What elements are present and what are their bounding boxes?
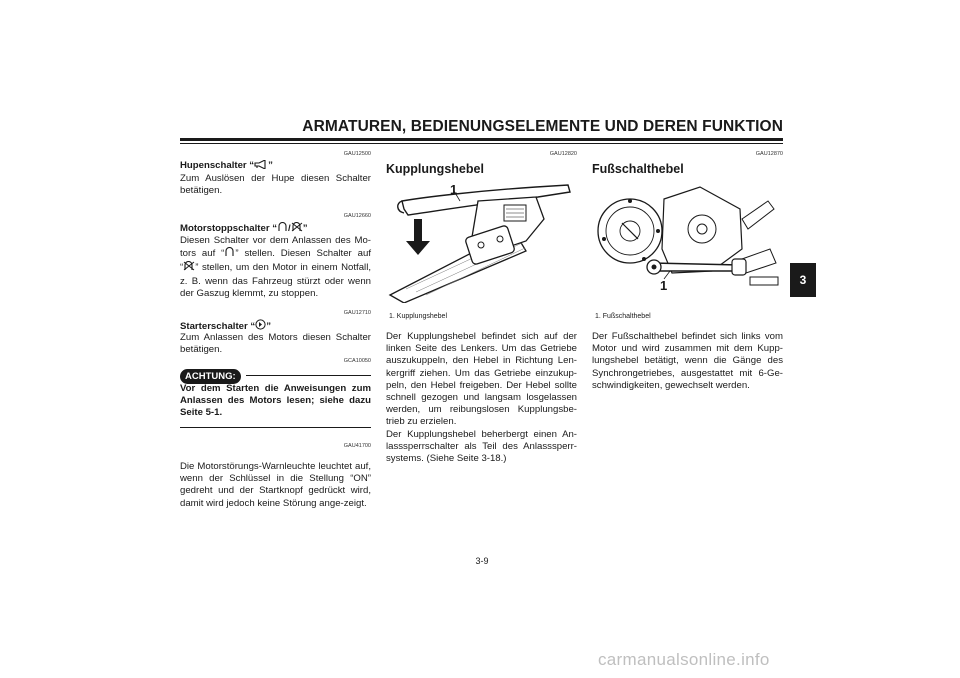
engine-stop-icon xyxy=(183,261,195,275)
stop-switch-text: Diesen Schalter vor dem Anlassen des Mo- tors auf “ ” stellen. Diesen Schalter auf “ ” stellen, um den Motor in einem Notfall, z. B. wenn das Fahrzeug stürzt oder wenn der Gaszug klemmt, zu stoppen. xyxy=(180,235,371,299)
shift-figure-caption: 1. Fußschalthebel xyxy=(595,313,651,320)
section-code: GAU12820 xyxy=(549,151,577,157)
caution-end-rule xyxy=(180,427,371,428)
page-number: 3-9 xyxy=(475,556,489,566)
site-watermark: carmanualsonline.info xyxy=(598,650,770,669)
caution-box xyxy=(180,366,371,384)
clutch-text: Der Kupplungshebel befindet sich auf der linken Seite des Lenkers. Um das Getriebe auszukuppeln, den Hebel in Richtung Len-kergriff ziehen. Um das Getriebe einzukup-peln, den Hebel freigeben. Der Hebel sollte schnell gezogen und langsam losgelassen werden, um reibungslosen Kupplungsbe-trieb zu erzielen. xyxy=(386,331,577,428)
starter-switch-heading: Starterschalter “ ” xyxy=(180,319,371,334)
clutch-heading: Kupplungshebel xyxy=(386,162,484,176)
clutch-lever-figure xyxy=(386,179,577,303)
engine-warning-text: Die Motorstörungs-Warnleuchte leuchtet auf, wenn der Schlüssel in die Stellung “ON” gedreht und der Startknopf gedrückt wird, damit wird jedoch keine Störung ange-zeigt. xyxy=(180,461,371,509)
engine-run-icon xyxy=(224,247,235,261)
shift-pedal-text: Der Fußschalthebel befindet sich links vom Motor und wird zusammen mit dem Kupp-lungshebel betätigt, wenn die Gänge des Synchrongetriebes, ausgestattet mit 6-Ge-schwindigkeiten, gewechselt werden. xyxy=(592,331,783,391)
section-code: GAU12660 xyxy=(343,213,371,219)
section-code: GCA10050 xyxy=(343,358,371,364)
section-code: GAU12710 xyxy=(343,310,371,316)
header-rule-thick xyxy=(180,138,783,141)
shift-pedal-heading: Fußschalthebel xyxy=(592,162,684,176)
section-code: GAU41700 xyxy=(343,443,371,449)
clutch-figure-caption: 1. Kupplungshebel xyxy=(389,313,447,320)
starter-switch-text: Zum Anlassen des Motors diesen Schalter betätigen. xyxy=(180,332,371,356)
horn-switch-text: Zum Auslösen der Hupe diesen Schalter betätigen. xyxy=(180,173,371,197)
header-rule-thin xyxy=(180,143,783,144)
section-code: GAU12500 xyxy=(343,151,371,157)
section-code: GAU12870 xyxy=(755,151,783,157)
caution-label: ACHTUNG: xyxy=(180,369,241,384)
caution-text: Vor dem Starten die Anweisungen zum Anlassen des Motors lesen; siehe dazu Seite 5-1. xyxy=(180,383,371,419)
chapter-tab: 3 xyxy=(790,263,816,297)
clutch-figure-callout: 1 xyxy=(450,182,458,197)
stop-switch-heading: Motorstoppschalter “ / ” xyxy=(180,222,371,236)
shift-pedal-figure xyxy=(592,179,783,303)
page-title: ARMATUREN, BEDIENUNGSELEMENTE UND DEREN FUNKTION xyxy=(302,118,783,135)
horn-switch-heading: Hupenschalter “ ” xyxy=(180,160,371,173)
horn-icon xyxy=(254,160,268,173)
shift-figure-callout: 1 xyxy=(660,278,668,293)
clutch-text-2: Der Kupplungshebel beherbergt einen An-lasssperrschalter als Teil des Anlasssperr-systems. (Siehe Seite 3-18.) xyxy=(386,429,577,465)
caution-rule xyxy=(246,375,371,376)
